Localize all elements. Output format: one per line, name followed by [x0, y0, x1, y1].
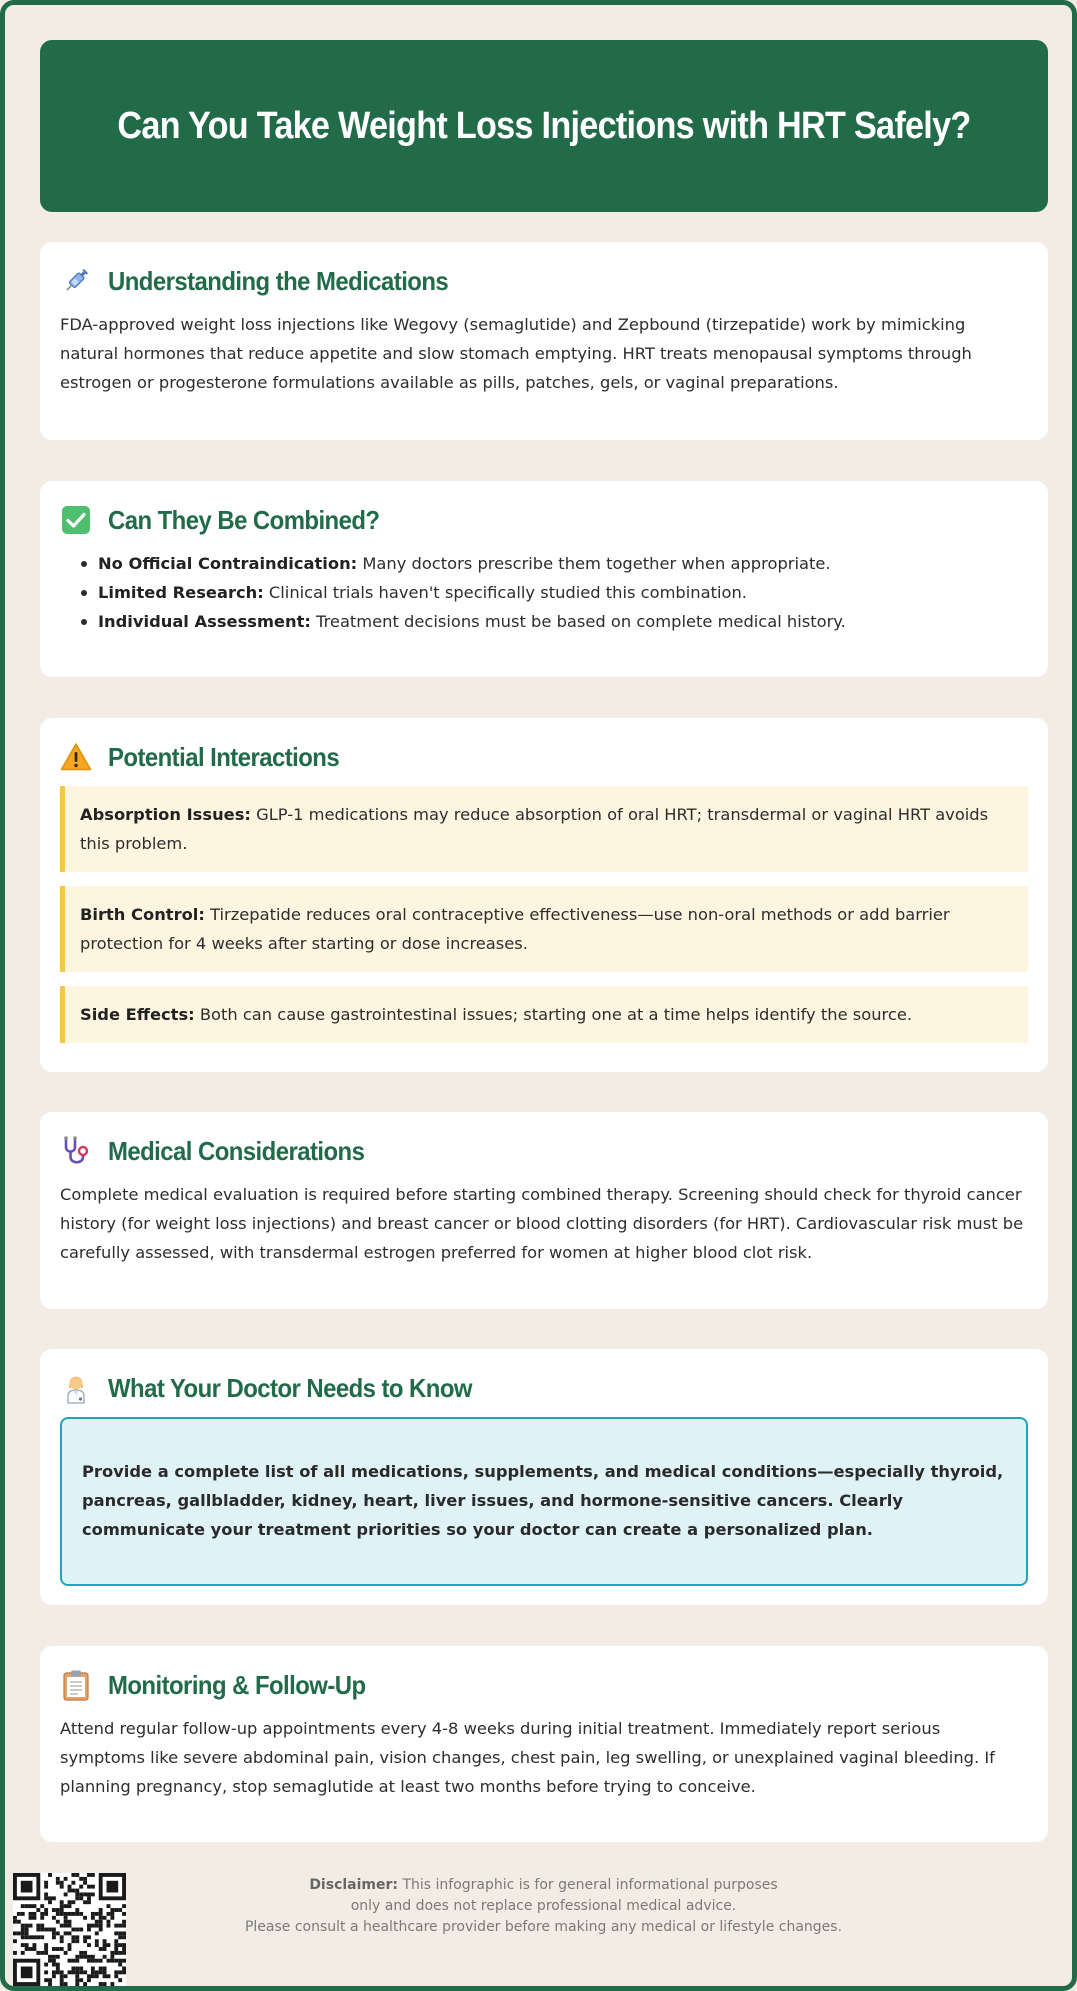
card-title: Medical Considerations [108, 1135, 365, 1166]
doctor-info-box: Provide a complete list of all medications, supplements, and medical conditions—especially thyroid, pancreas, gallbladder, kidney, heart, liver issues, and hormone-sensitive cancers. Clearly communicate your treatment priorities so your doctor can create a personalized plan. [60, 1417, 1028, 1586]
interaction-item: Absorption Issues: GLP-1 medications may reduce absorption of oral HRT; transdermal or vaginal HRT avoids this problem. [60, 786, 1028, 872]
list-item: No Official Contraindication: Many doctors prescribe them together when appropriate. [98, 549, 1028, 578]
card-heading [60, 1668, 1028, 1702]
card-title: Potential Interactions [108, 741, 340, 772]
check-box-icon [60, 504, 92, 536]
combined-list [60, 549, 1028, 636]
interaction-item: Birth Control: Tirzepatide reduces oral contraceptive effectiveness—use non-oral methods or add barrier protection for 4 weeks after starting or dose increases. [60, 886, 1028, 972]
interaction-item: Side Effects: Both can cause gastrointestinal issues; starting one at a time helps identify the source. [60, 986, 1028, 1043]
disclaimer [5, 1875, 1077, 1938]
card-title: What Your Doctor Needs to Know [108, 1372, 472, 1403]
card-considerations [40, 1112, 1048, 1309]
syringe-icon [60, 265, 92, 297]
card-combined [40, 481, 1048, 677]
list-item: Limited Research: Clinical trials haven't specifically studied this combination. [98, 578, 1028, 607]
card-heading [60, 1134, 1028, 1168]
card-heading [60, 264, 1028, 298]
card-title: Understanding the Medications [108, 265, 449, 296]
disclaimer-text: Please consult a healthcare provider before making any medical or lifestyle changes. [244, 1919, 843, 1935]
card-interactions [40, 718, 1048, 1072]
card-body: Attend regular follow-up appointments every 4-8 weeks during initial treatment. Immediately report serious symptoms like severe abdominal pain, vision changes, chest pain, leg swelling, or unexplained vaginal bleeding. If planning pregnancy, stop semaglutide at least two months before trying to conceive. [60, 1719, 995, 1796]
card-heading [60, 740, 1028, 774]
card-medications [40, 242, 1048, 440]
card-heading [60, 503, 1028, 537]
warning-icon [60, 741, 92, 773]
clipboard-icon [60, 1669, 92, 1701]
card-body: Complete medical evaluation is required before starting combined therapy. Screening should check for thyroid cancer history (for weight loss injections) and breast cancer or blood clotting disorders (for HRT). Cardiovascular risk must be carefully assessed, with transdermal estrogen preferred for women at higher blood clot risk. [60, 1185, 1024, 1262]
disclaimer-text: only and does not replace professional medical advice. [350, 1898, 737, 1914]
stethoscope-icon [60, 1135, 92, 1167]
card-monitoring [40, 1646, 1048, 1842]
card-title: Monitoring & Follow-Up [108, 1669, 366, 1700]
page-title: Can You Take Weight Loss Injections with HRT Safely? [117, 104, 971, 147]
doctor-icon [60, 1372, 92, 1404]
card-title: Can They Be Combined? [108, 504, 380, 535]
card-doctor [40, 1349, 1048, 1605]
disclaimer-text: This infographic is for general informational purposes [398, 1877, 778, 1893]
list-item: Individual Assessment: Treatment decisions must be based on complete medical history. [98, 607, 1028, 636]
card-body: FDA-approved weight loss injections like Wegovy (semaglutide) and Zepbound (tirzepatide) work by mimicking natural hormones that reduce appetite and slow stomach emptying. HRT treats menopausal symptoms through estrogen or progesterone formulations available as pills, patches, gels, or vaginal preparations. [60, 315, 972, 392]
disclaimer-label: Disclaimer: [309, 1877, 398, 1893]
page-header [40, 40, 1048, 212]
card-heading [60, 1371, 1028, 1405]
